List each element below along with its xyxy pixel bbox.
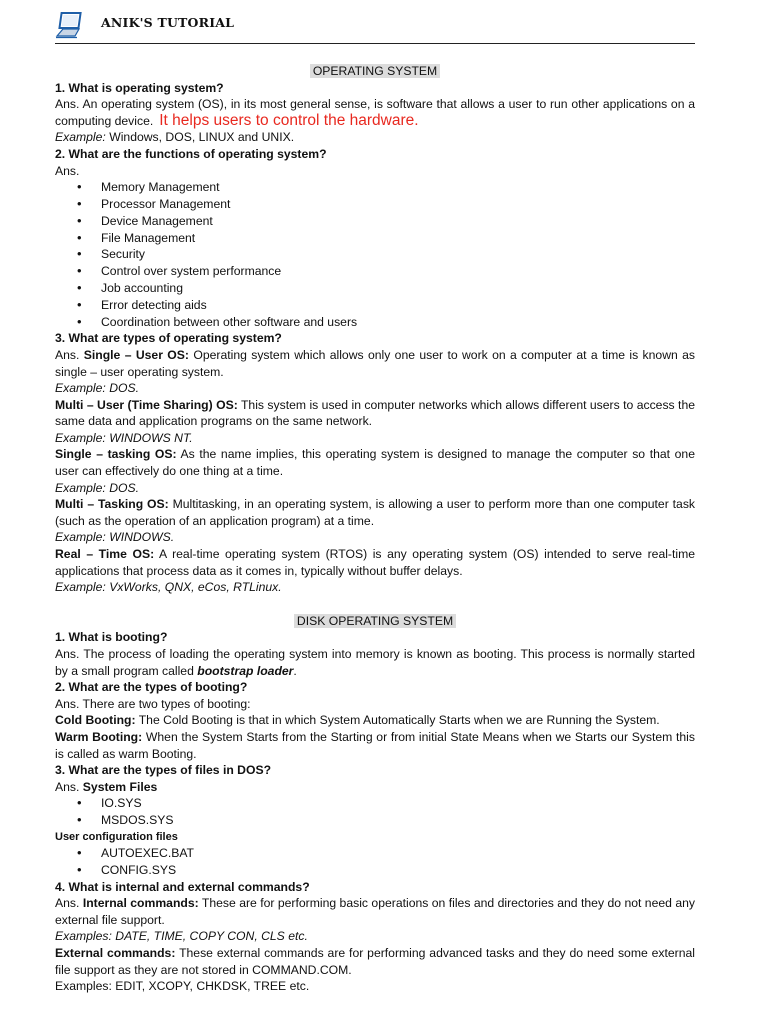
example-single-tasking: Example: DOS. bbox=[55, 480, 139, 495]
question-booting: 1. What is booting? bbox=[55, 630, 168, 645]
example-os: Example: Windows, DOS, LINUX and UNIX. bbox=[55, 130, 295, 145]
external-commands: External commands: These external commands are for performing advanced tasks and they do need some external file support as they are not stored in COMMAND.COM. bbox=[55, 945, 695, 977]
list-item: • Security bbox=[55, 246, 695, 263]
section-title-os: OPERATING SYSTEM bbox=[55, 63, 695, 80]
example-multi-tasking: Example: WINDOWS. bbox=[55, 530, 175, 545]
example-internal: Examples: DATE, TIME, COPY CON, CLS etc. bbox=[55, 929, 308, 944]
cold-booting: Cold Booting: The Cold Booting is that in which System Automatically Starts when we are Running the System. bbox=[55, 713, 660, 728]
list-item: • Processor Management bbox=[55, 196, 695, 213]
internal-commands: Ans. Internal commands: These are for performing basic operations on files and directories and they do not need any external file support. bbox=[55, 896, 695, 927]
list-item: • Error detecting aids bbox=[55, 297, 695, 314]
computer-monitor-icon bbox=[55, 10, 85, 40]
os-type-single-tasking: Single – tasking OS: As the name implies, this operating system is designed to manage the computer so that one user can effectively do one thing at a time. bbox=[55, 447, 695, 479]
list-item: • Device Management bbox=[55, 213, 695, 230]
os-type-multi-tasking: Multi – Tasking OS: Multitasking, in an operating system, is allowing a user to perform more than one computer task (such as the operation of an application program) at a time. bbox=[55, 497, 696, 528]
list-item: • Memory Management bbox=[55, 179, 695, 196]
list-item: • AUTOEXEC.BAT bbox=[55, 845, 695, 862]
question-commands: 4. What is internal and external commands? bbox=[55, 879, 310, 894]
answer-what-is-os: Ans. An operating system (OS), in its most general sense, is software that allows a user to run other applications on a computing device. It helps users to control the hardware. bbox=[55, 97, 695, 129]
warm-booting: Warm Booting: When the System Starts from the Starting or from initial State Means when we Starts our System this is called as warm Booting. bbox=[55, 729, 695, 761]
os-type-real-time: Real – Time OS: A real-time operating system (RTOS) is any operating system (OS) intended to serve real-time applications that process data as it comes in, typically without buffer delays. bbox=[55, 547, 696, 578]
os-type-single-user: Ans. Single – User OS: Operating system which allows only one user to work on a computer at a time is known as single – user operating system. bbox=[55, 347, 696, 379]
answer-booting: Ans. The process of loading the operating system into memory is known as booting. This process is normally started by a small program called bootstrap loader. bbox=[55, 647, 695, 678]
question-what-is-os: 1. What is operating system? bbox=[55, 80, 224, 95]
document-body bbox=[55, 63, 695, 995]
list-item: • CONFIG.SYS bbox=[55, 862, 695, 879]
functions-list bbox=[55, 179, 695, 330]
question-functions: 2. What are the functions of operating system? bbox=[55, 146, 327, 161]
list-item: • Coordination between other software and users bbox=[55, 314, 695, 331]
list-item: • Control over system performance bbox=[55, 263, 695, 280]
brand-title: ANIK'S TUTORIAL bbox=[101, 15, 235, 30]
system-files-list bbox=[55, 795, 695, 829]
page-header bbox=[55, 6, 695, 46]
list-item: • Job accounting bbox=[55, 280, 695, 297]
question-types-os: 3. What are types of operating system? bbox=[55, 331, 282, 346]
section-title-dos: DISK OPERATING SYSTEM bbox=[55, 613, 695, 630]
question-booting-types: 2. What are the types of booting? bbox=[55, 680, 248, 695]
list-item: • File Management bbox=[55, 230, 695, 247]
answer-system-files: Ans. System Files bbox=[55, 779, 158, 794]
user-config-label: User configuration files bbox=[55, 830, 178, 843]
list-item: • IO.SYS bbox=[55, 795, 695, 812]
example-external: Examples: EDIT, XCOPY, CHKDSK, TREE etc. bbox=[55, 979, 310, 994]
os-type-multi-user: Multi – User (Time Sharing) OS: This system is used in computer networks which allows different users to access the same data and application programs on the same network. bbox=[55, 397, 695, 429]
example-real-time: Example: VxWorks, QNX, eCos, RTLinux. bbox=[55, 580, 282, 595]
question-file-types: 3. What are the types of files in DOS? bbox=[55, 763, 272, 778]
handwritten-note: It helps users to control the hardware. bbox=[159, 111, 419, 129]
example-single-user: Example: DOS. bbox=[55, 381, 139, 396]
answer-prefix: Ans. bbox=[55, 163, 80, 178]
user-files-list bbox=[55, 845, 695, 879]
header-divider bbox=[55, 43, 695, 44]
example-multi-user: Example: WINDOWS NT. bbox=[55, 430, 193, 445]
list-item: • MSDOS.SYS bbox=[55, 812, 695, 829]
answer-booting-types: Ans. There are two types of booting: bbox=[55, 696, 251, 711]
